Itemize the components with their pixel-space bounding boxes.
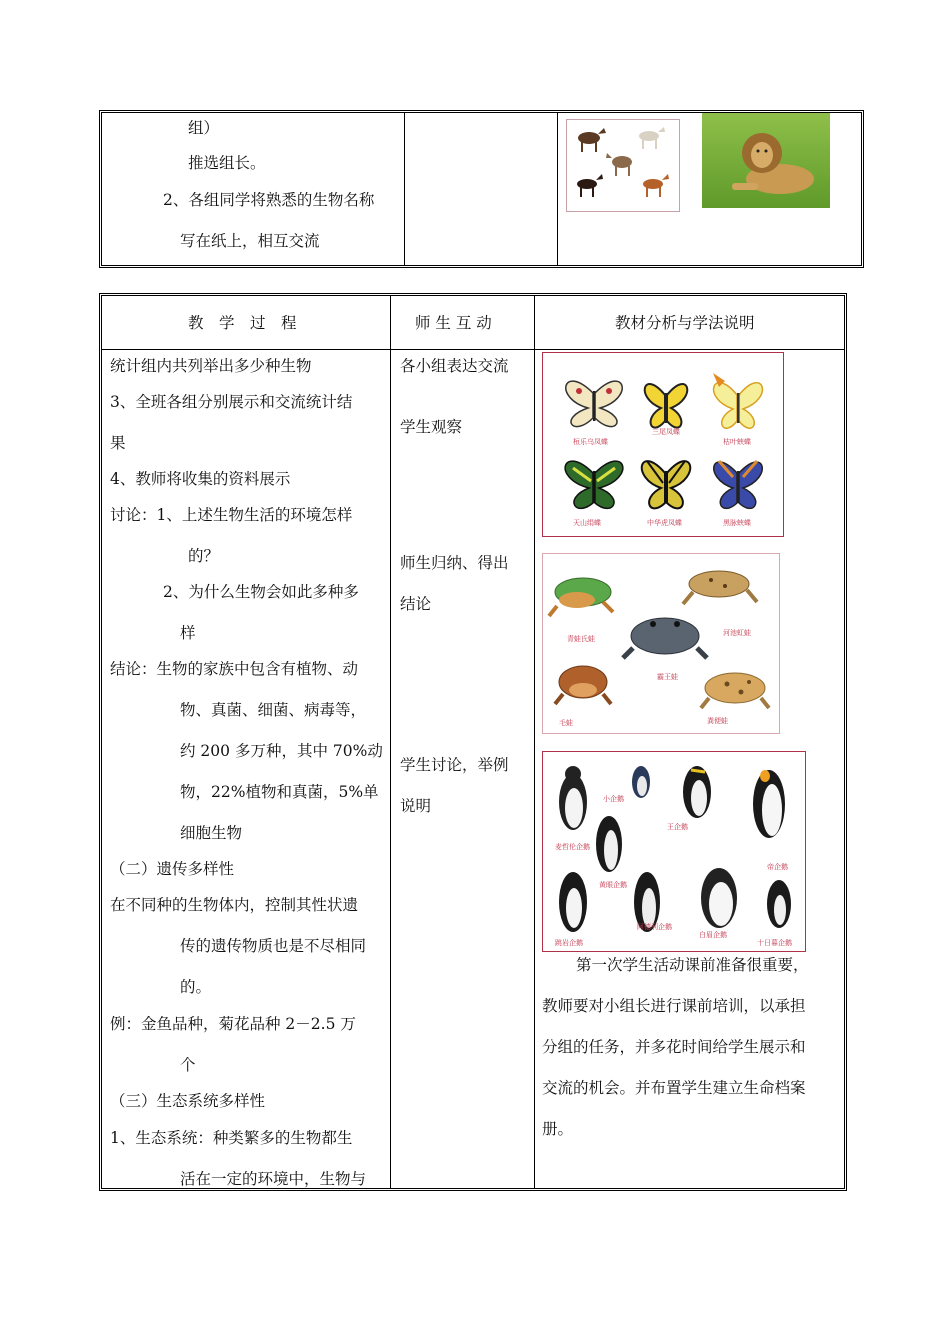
- top-col1-line-1: 组）: [188, 119, 220, 137]
- col1-line-18: 例：金鱼品种，菊花品种 2－2.5 万: [110, 1015, 356, 1033]
- col1-line-20: （三）生态系统多样性: [110, 1092, 266, 1110]
- col1-line-7: 2、为什么生物会如此多种多: [163, 583, 359, 601]
- top-table: [99, 110, 864, 268]
- col1-line-15: 在不同种的生物体内，控制其性状遗: [110, 896, 359, 914]
- penguin-5: [596, 816, 622, 872]
- col1-line-3: 果: [110, 434, 126, 452]
- butterflies-image: [542, 352, 784, 537]
- butterfly-1: [566, 381, 622, 426]
- penguin-caption-2: 麦哲伦企鹅: [555, 843, 590, 851]
- col2-line-6: 说明: [400, 797, 432, 815]
- col1-line-16: 传的遗传物质也是不尽相同: [180, 937, 367, 955]
- butterfly-caption-1: 桓乐乌凤蝶: [573, 438, 608, 446]
- col1-line-22: 活在一定的环境中，生物与: [180, 1170, 367, 1188]
- penguin-1: [559, 766, 587, 830]
- col1-line-8: 样: [180, 624, 196, 642]
- penguin-caption-7: 白眉企鹅: [699, 931, 727, 939]
- col1-line-5: 讨论：1、上述生物生活的环境怎样: [110, 506, 353, 524]
- penguin-6: [559, 872, 587, 932]
- butterfly-caption-4: 天山绢蝶: [573, 519, 601, 527]
- col1-line-10: 物、真菌、细菌、病毒等，: [180, 701, 367, 719]
- frog-3: [623, 618, 707, 658]
- col1-line-9: 结论：生物的家族中包含有植物、动: [110, 660, 359, 678]
- penguin-4: [753, 770, 785, 838]
- col1-line-4: 4、教师将收集的资料展示: [110, 470, 291, 488]
- col3-line-5: 册。: [542, 1120, 574, 1138]
- col1-line-14: （二）遗传多样性: [110, 860, 235, 878]
- col1-line-19: 个: [180, 1056, 196, 1074]
- butterfly-5: [642, 461, 690, 508]
- top-col1-line-2: 推选组长。: [188, 154, 266, 172]
- col1-line-12: 物，22%植物和真菌，5%单: [180, 783, 379, 801]
- butterfly-6: [714, 461, 762, 508]
- frog-2: [683, 571, 757, 604]
- col2-line-2: 学生观察: [400, 418, 463, 436]
- col3-line-4: 交流的机会。并布置学生建立生命档案: [542, 1079, 806, 1097]
- col2-line-4: 结论: [400, 595, 432, 613]
- penguin-caption-5: 黄眼企鹅: [599, 881, 627, 889]
- butterfly-caption-6: 黑脉蛱蝶: [723, 519, 751, 527]
- penguin-caption-1: 小企鹅: [603, 795, 624, 803]
- penguin-3: [683, 766, 711, 818]
- main-table: [99, 293, 847, 1191]
- col1-line-21: 1、生态系统：种类繁多的生物都生: [110, 1129, 353, 1147]
- frog-caption-5: 粪便蛙: [707, 717, 728, 725]
- frog-caption-3: 霸王蛙: [657, 673, 678, 681]
- penguin-9: [767, 880, 791, 928]
- header-teaching-process: 教 学 过 程: [188, 314, 297, 332]
- frog-1: [549, 578, 613, 616]
- frog-caption-2: 河池虹蛙: [723, 629, 751, 637]
- penguin-caption-6: 阿德利企鹅: [637, 923, 672, 931]
- penguin-8: [701, 868, 737, 928]
- horses-image: [566, 119, 680, 212]
- col2-line-3: 师生归纳、得出: [400, 554, 509, 572]
- butterfly-caption-2: 三尾凤蝶: [652, 428, 680, 436]
- butterfly-caption-3: 枯叶蛱蝶: [723, 438, 751, 446]
- top-col1-line-3: 2、各组同学将熟悉的生物名称: [163, 191, 375, 209]
- butterfly-2: [645, 384, 688, 428]
- penguin-caption-8: 跳岩企鹅: [555, 939, 583, 947]
- penguin-caption-3: 王企鹅: [667, 823, 688, 831]
- col1-line-6: 的？: [188, 547, 220, 565]
- frog-caption-1: 青蛙氏蛙: [567, 635, 595, 643]
- col1-line-13: 细胞生物: [180, 824, 243, 842]
- butterfly-3: [713, 373, 762, 428]
- penguins-image: [542, 751, 806, 952]
- header-material-analysis: 教材分析与学法说明: [615, 314, 755, 332]
- col2-line-5: 学生讨论，举例: [400, 756, 509, 774]
- col3-line-1: 第一次学生活动课前准备很重要，: [576, 956, 809, 974]
- butterfly-4: [565, 461, 623, 508]
- col1-line-2: 3、全班各组分别展示和交流统计结: [110, 393, 353, 411]
- col1-line-1: 统计组内共列举出多少种生物: [110, 357, 312, 375]
- header-teacher-student-interaction: 师 生 互 动: [415, 314, 492, 332]
- frog-4: [555, 666, 611, 704]
- lion-image: [702, 113, 830, 208]
- penguin-caption-9: 十日暮企鹅: [757, 939, 792, 947]
- col1-line-17: 的。: [180, 978, 212, 996]
- penguin-2: [632, 766, 650, 798]
- top-col1-line-4: 写在纸上，相互交流: [180, 232, 320, 250]
- col3-line-2: 教师要对小组长进行课前培训，以承担: [542, 997, 806, 1015]
- col2-line-1: 各小组表达交流: [400, 357, 509, 375]
- butterfly-caption-5: 中华虎凤蝶: [647, 519, 682, 527]
- frogs-image: [542, 553, 780, 734]
- col3-line-3: 分组的任务，并多花时间给学生展示和: [542, 1038, 806, 1056]
- frog-5: [701, 673, 769, 708]
- col1-line-11: 约 200 多万种，其中 70%动: [180, 742, 383, 760]
- penguin-caption-4: 帝企鹅: [767, 863, 788, 871]
- frog-caption-4: 毛蛙: [559, 719, 573, 727]
